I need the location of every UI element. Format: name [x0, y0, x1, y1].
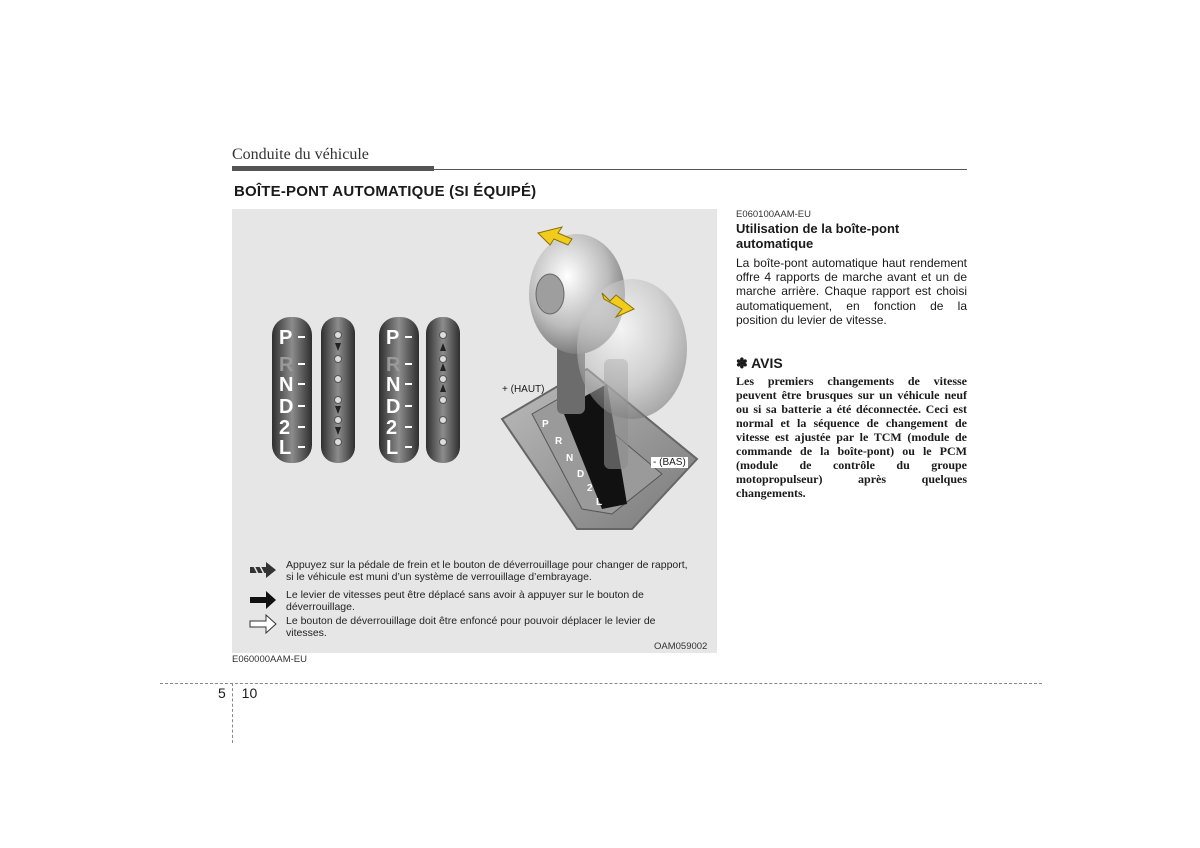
svg-text:D: D	[279, 396, 294, 418]
page-number: 5 10	[218, 685, 258, 701]
legend-text-2: Le levier de vitesses peut être déplacé sans avoir à appuyer sur le bouton de déverrouillage.	[286, 589, 644, 613]
svg-text:R: R	[555, 436, 563, 447]
svg-text:2: 2	[279, 417, 291, 439]
svg-text:N: N	[566, 453, 574, 464]
shift-lever-figure	[232, 209, 717, 653]
legend-text-3: Le bouton de déverrouillage doit être enfoncé pour pouvoir déplacer le levier de vitesses.	[286, 615, 656, 639]
hatched-arrow-icon	[250, 562, 276, 578]
figure-code: OAM059002	[654, 641, 708, 652]
notice-title: ✽ AVIS	[736, 355, 783, 371]
footer-rule	[160, 683, 1042, 684]
svg-text:P: P	[386, 327, 400, 349]
sub-heading: Utilisation de la boîte-pont automatique	[736, 221, 900, 251]
body-paragraph: La boîte-pont automatique haut rendement offre 4 rapports de marche avant et un de marche arrière. Chaque rapport est choisi automatiquement, en fonction de la position du levier de vitesse.	[736, 256, 967, 327]
solid-arrow-icon	[250, 591, 276, 609]
label-down: - (BAS)	[653, 457, 686, 468]
svg-text:L: L	[596, 497, 603, 508]
legend-text-1: Appuyez sur la pédale de frein et le bouton de déverrouillage pour changer de rapport, si le véhicule est muni d’un système de verrouillage d’embrayage.	[286, 559, 688, 583]
svg-text:D: D	[386, 396, 401, 418]
svg-text:N: N	[386, 374, 401, 396]
svg-text:N: N	[279, 374, 294, 396]
svg-text:R: R	[279, 354, 294, 376]
label-up: + (HAUT)	[502, 384, 545, 395]
svg-text:2: 2	[386, 417, 398, 439]
svg-text:R: R	[386, 354, 401, 376]
svg-text:P: P	[542, 419, 549, 430]
outline-arrow-icon	[250, 615, 276, 633]
lever-knob-ghost	[577, 279, 687, 419]
svg-text:L: L	[279, 437, 292, 459]
figure-illustration	[232, 209, 717, 653]
svg-text:P: P	[279, 327, 293, 349]
header-rule-thin	[434, 169, 967, 170]
svg-text:L: L	[386, 437, 399, 459]
header-rule-thick	[232, 166, 434, 171]
notice-text: Les premiers changements de vitesse peuvent être brusques sur un véhicule neuf ou si sa batterie a été déconnectée. Ceci est normal et la séquence de changement de vitesse est ajustée par le TCM (module de commande de la boîte-pont) ou le PCM (module de contrôle du groupe motopropulseur) après quelques changements.	[736, 374, 967, 500]
section-code-left: E060000AAM-EU	[232, 654, 307, 665]
main-heading: BOÎTE-PONT AUTOMATIQUE (SI ÉQUIPÉ)	[234, 183, 537, 200]
section-code-right: E060100AAM-EU	[736, 209, 811, 220]
svg-text:2: 2	[587, 483, 593, 494]
section-title: Conduite du véhicule	[232, 146, 369, 163]
svg-text:D: D	[577, 469, 585, 480]
